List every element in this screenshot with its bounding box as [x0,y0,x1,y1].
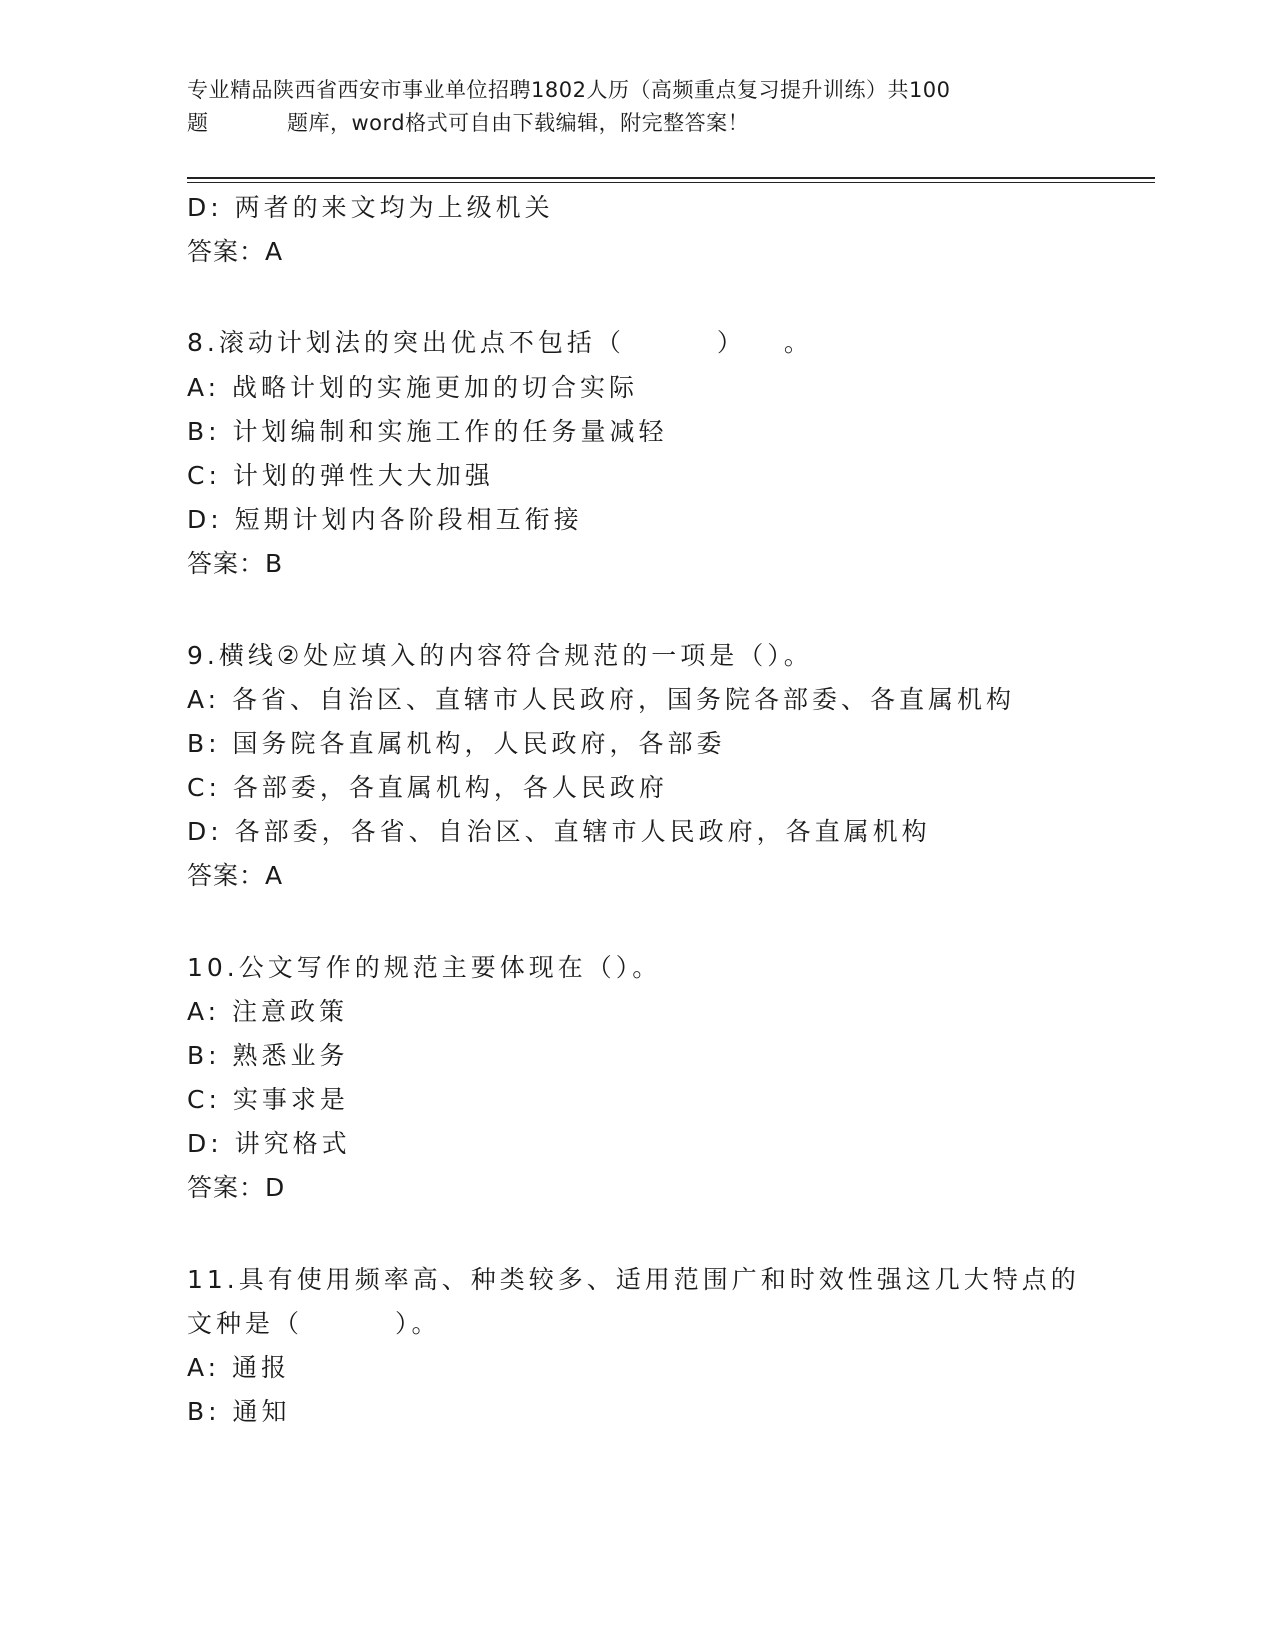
q7-answer: 答案：A [187,237,284,266]
q9-answer: 答案：A [187,861,284,890]
q9-option-a: A: 各省、自治区、直辖市人民政府，国务院各部委、各直属机构 [187,685,1016,714]
q10-stem: 10.公文写作的规范主要体现在（）。 [187,953,662,982]
document-header [187,74,1087,140]
q8-answer: 答案：B [187,549,284,578]
q8-option-d: D: 短期计划内各阶段相互衔接 [187,505,583,534]
header-divider [187,177,1155,179]
q8-stem: 8.滚动计划法的突出优点不包括（ ） 。 [187,328,813,357]
q9-stem: 9.横线②处应填入的内容符合规范的一项是（）。 [187,641,813,670]
q9-option-d: D: 各部委，各省、自治区、直辖市人民政府，各直属机构 [187,817,931,846]
header-title-line-1: 专业精品陕西省西安市事业单位招聘1802人历（高频重点复习提升训练）共100 [187,78,951,102]
q10-answer: 答案：D [187,1173,286,1202]
q8-option-b: B: 计划编制和实施工作的任务量减轻 [187,417,668,446]
q8-option-a: A: 战略计划的实施更加的切合实际 [187,373,639,402]
q8-option-c: C: 计划的弹性大大加强 [187,461,494,490]
q10-option-b: B: 熟悉业务 [187,1041,349,1070]
q10-option-d: D: 讲究格式 [187,1129,351,1158]
q11-option-b: B: 通知 [187,1397,291,1426]
header-title-line-2 [187,107,1087,140]
q9-option-c: C: 各部委，各直属机构，各人民政府 [187,773,668,802]
header-divider-thin [187,182,1155,183]
header-title-fragment: 题库，word格式可自由下载编辑，附完整答案！ [287,111,750,135]
q9-option-b: B: 国务院各直属机构，人民政府，各部委 [187,729,726,758]
q11-stem-line-1: 11.具有使用频率高、种类较多、适用范围广和时效性强这几大特点的 [187,1265,1080,1294]
q11-stem-line-2: 文种是（ ）。 [187,1309,441,1338]
q7-option-d: D: 两者的来文均为上级机关 [187,193,554,222]
q11-option-a: A: 通报 [187,1353,291,1382]
q10-option-a: A: 注意政策 [187,997,349,1026]
q10-option-c: C: 实事求是 [187,1085,349,1114]
header-title-fragment: 题 [187,111,209,135]
